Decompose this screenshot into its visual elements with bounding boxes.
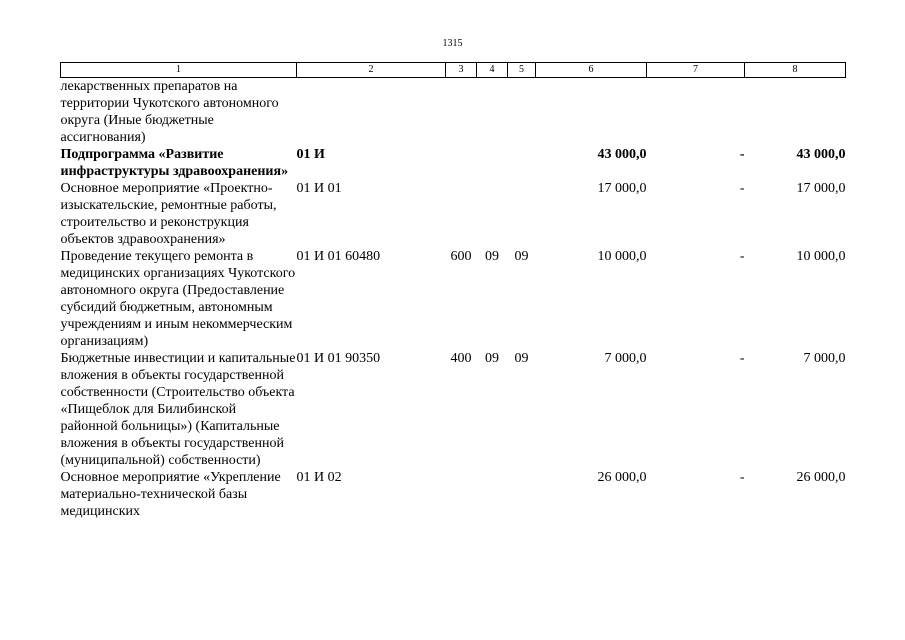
header-col-4: 4 (477, 63, 508, 78)
table-header-row (61, 63, 846, 78)
table-row (61, 78, 846, 147)
row-col4 (477, 146, 508, 180)
row-amount-8: 10 000,0 (796, 249, 846, 264)
row-code: 01 И 01 60480 (296, 249, 381, 264)
row-col3 (446, 469, 477, 520)
row-amount-8 (745, 78, 846, 147)
row-code: 01 И 01 (296, 181, 342, 196)
row-amount-6: 10 000,0 (597, 249, 647, 264)
row-code: 01 И 02 (296, 470, 342, 485)
row-col3: 600 (450, 249, 472, 264)
table-row (61, 469, 846, 520)
row-col5 (508, 180, 536, 248)
row-amount-7: - (739, 249, 745, 264)
row-col5: 09 (514, 249, 529, 264)
row-amount-6: 7 000,0 (604, 351, 647, 366)
row-amount-7 (647, 78, 745, 147)
row-amount-7: - (739, 470, 745, 485)
header-col-2: 2 (297, 63, 446, 78)
row-name: Проведение текущего ремонта в медицинских организациях Чукотского автономного округа (Предоставление субсидий бюджетным, автономным учреждениям и иным некоммерческим организациям) (60, 249, 296, 349)
table-row (61, 146, 846, 180)
row-col3 (446, 146, 477, 180)
row-amount-8: 7 000,0 (803, 351, 846, 366)
header-col-6: 6 (536, 63, 647, 78)
row-col5 (508, 78, 536, 147)
page-number: 1315 (442, 38, 463, 49)
row-name: Подпрограмма «Развитие инфраструктуры здравоохранения» (60, 147, 289, 179)
row-code (297, 78, 446, 147)
header-col-7: 7 (647, 63, 745, 78)
table-row (61, 248, 846, 350)
header-col-8: 8 (745, 63, 846, 78)
row-code: 01 И (296, 147, 325, 162)
row-col4 (477, 469, 508, 520)
row-amount-8: 17 000,0 (796, 181, 846, 196)
row-amount-7: - (739, 147, 745, 162)
table-row (61, 180, 846, 248)
row-col5: 09 (514, 351, 529, 366)
row-name: лекарственных препаратов на территории Чукотского автономного округа (Иные бюджетные ассигнования) (60, 79, 279, 145)
row-col3 (446, 180, 477, 248)
row-col4: 09 (485, 249, 499, 264)
row-amount-6: 17 000,0 (597, 181, 647, 196)
header-col-1: 1 (61, 63, 297, 78)
row-name: Основное мероприятие «Укрепление материально-технической базы медицинских (60, 470, 281, 519)
row-name: Бюджетные инвестиции и капитальные вложения в объекты государственной собственности (Строительство объекта «Пищеблок для Билибинской районной больницы») (Капитальные вложения в объекты государственной (муниципальной) собственности) (60, 351, 296, 468)
row-amount-6: 43 000,0 (597, 147, 647, 162)
row-col3 (446, 78, 477, 147)
row-code: 01 И 01 90350 (296, 351, 381, 366)
budget-table (60, 62, 846, 520)
row-amount-6 (536, 78, 647, 147)
header-col-5: 5 (508, 63, 536, 78)
table-row (61, 350, 846, 469)
row-col4 (477, 78, 508, 147)
row-amount-7: - (739, 351, 745, 366)
row-col5 (508, 469, 536, 520)
row-amount-8: 43 000,0 (796, 147, 846, 162)
row-amount-8: 26 000,0 (796, 470, 846, 485)
header-col-3: 3 (446, 63, 477, 78)
row-amount-7: - (739, 181, 745, 196)
row-col4 (477, 180, 508, 248)
row-col3: 400 (450, 351, 472, 366)
row-amount-6: 26 000,0 (597, 470, 647, 485)
row-name: Основное мероприятие «Проектно-изыскательские, ремонтные работы, строительство и реконструкция объектов здравоохранения» (60, 181, 277, 247)
row-col4: 09 (485, 351, 499, 366)
row-col5 (508, 146, 536, 180)
